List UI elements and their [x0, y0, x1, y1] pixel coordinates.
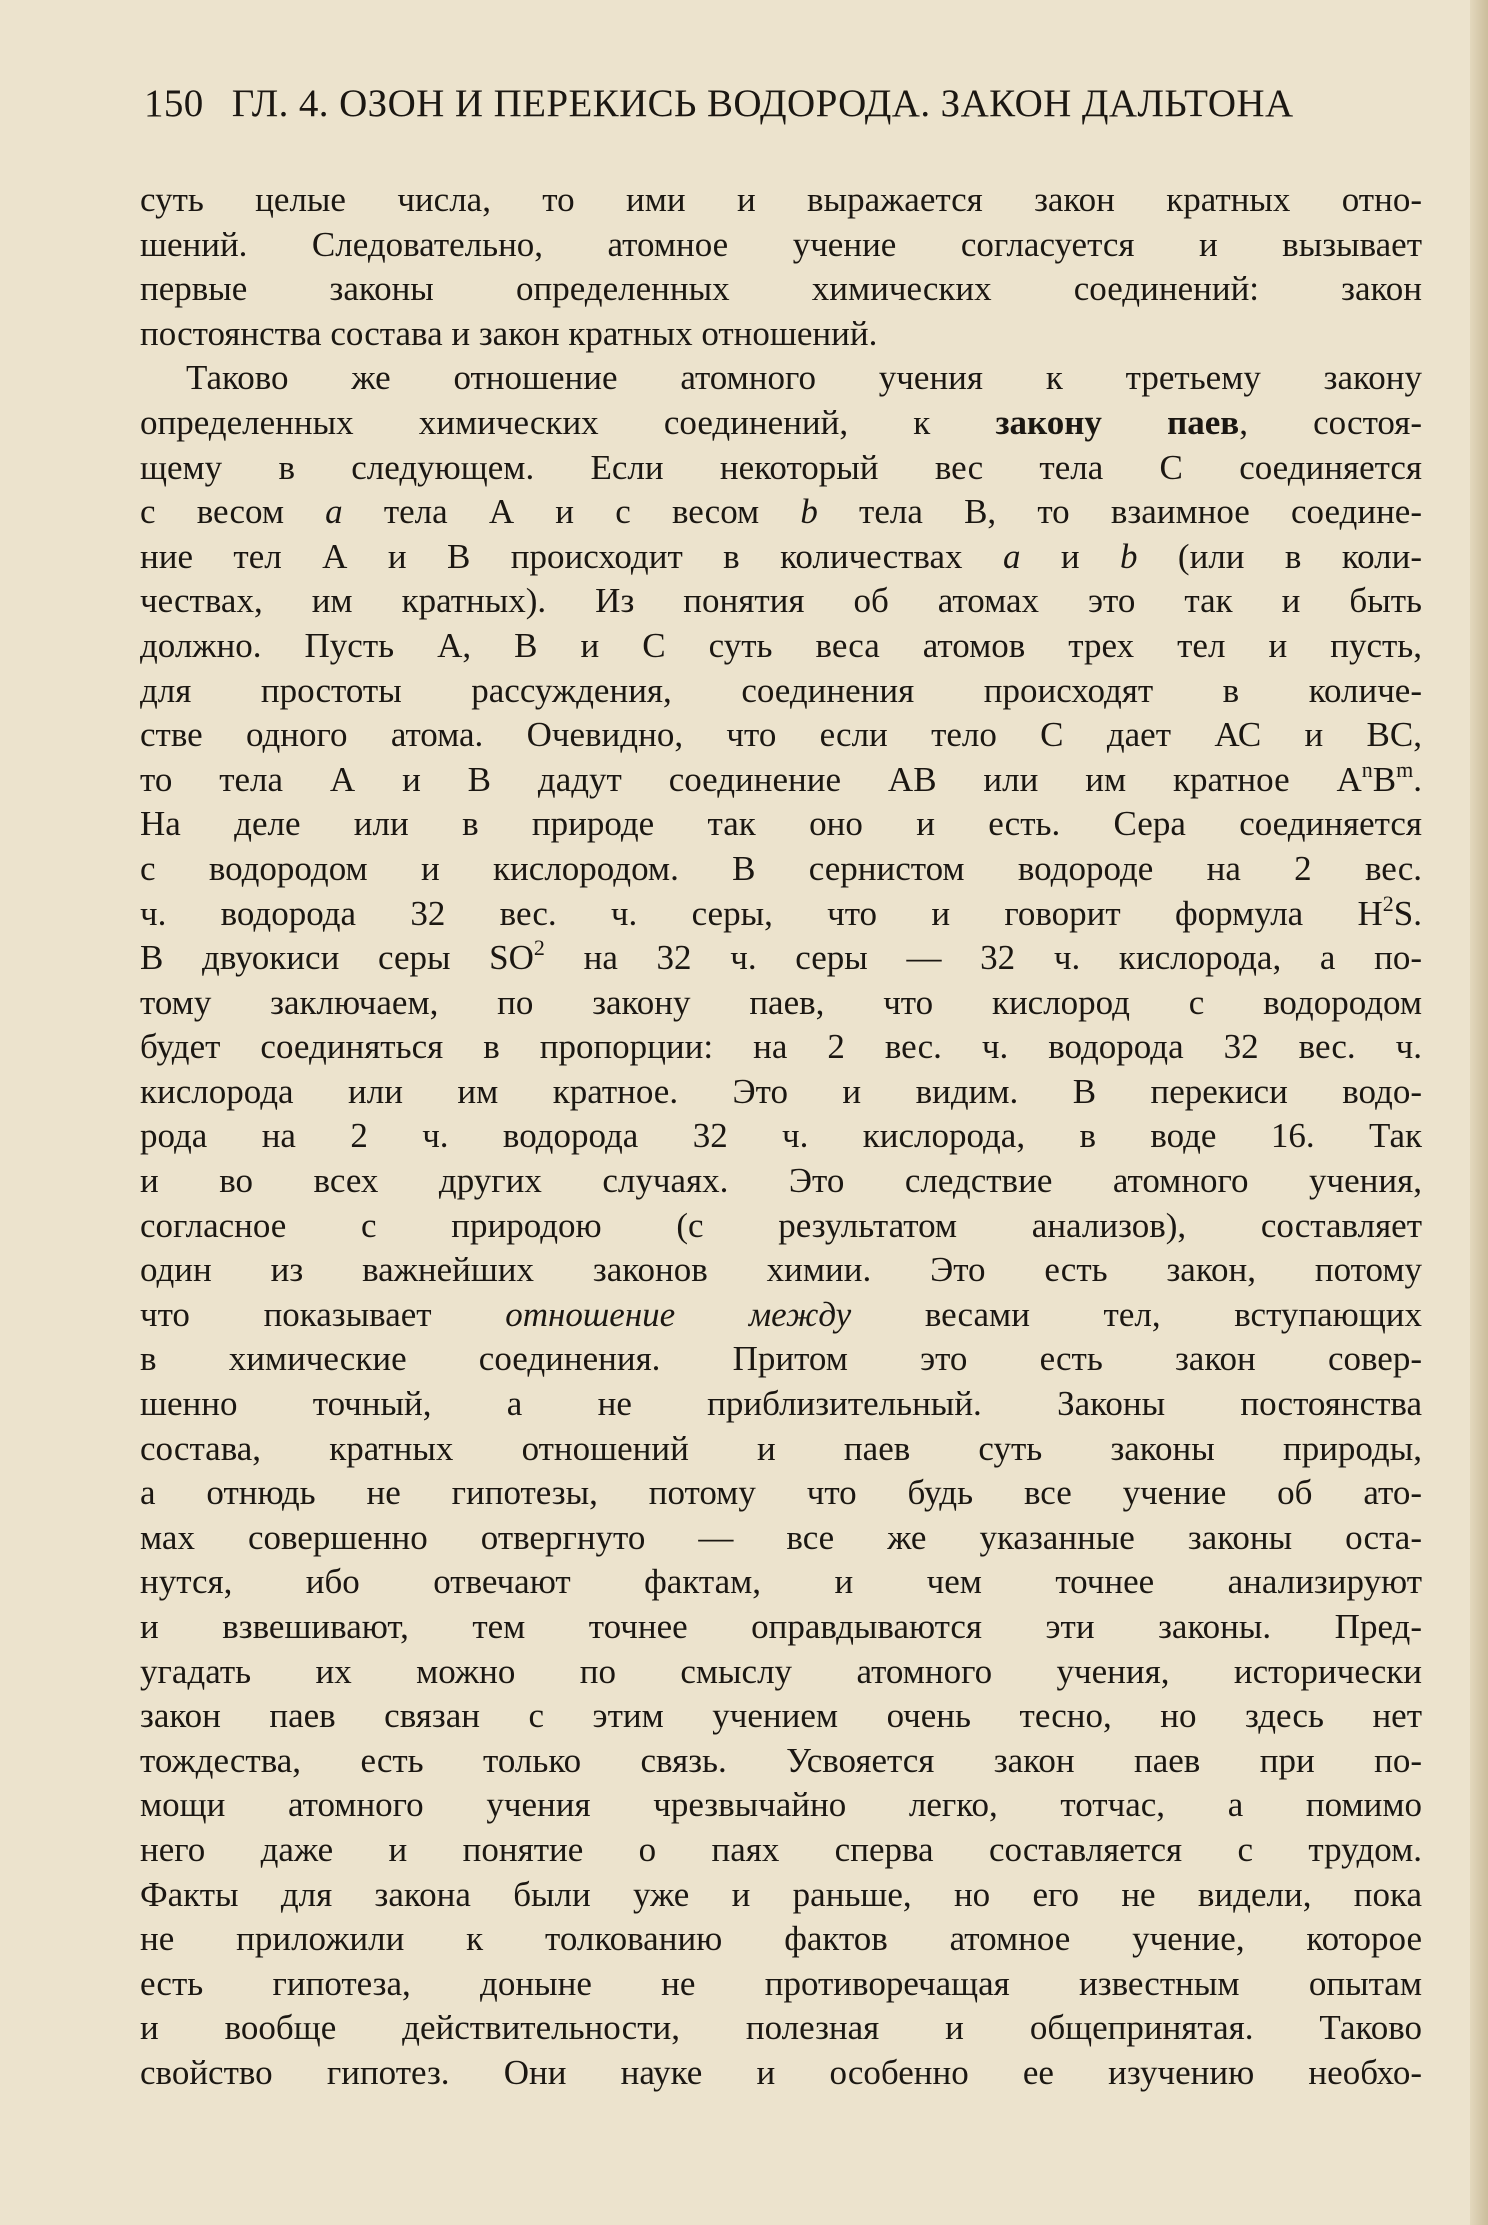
text-segment: и — [1020, 536, 1121, 576]
text-line — [140, 356, 1422, 401]
text-line — [140, 1605, 1422, 1650]
text-segment: него даже и понятие о паях сперва составляется с трудом. — [140, 1829, 1422, 1869]
text-line — [140, 535, 1422, 580]
text-segment: . — [1413, 759, 1422, 799]
text-segment: и взвешивают, тем точнее оправдываются эти законы. Пред- — [140, 1607, 1422, 1646]
text-segment: На деле или в природе так оно и есть. Сера соединяется — [140, 804, 1422, 844]
text-segment: будет соединяться в пропорции: на 2 вес. ч. водорода 32 вес. ч. — [140, 1027, 1422, 1067]
text-segment: то тела А и В дадут соединение АВ или им кратное А — [140, 759, 1362, 799]
text-line — [140, 758, 1422, 803]
text-line — [140, 1828, 1422, 1873]
text-segment: должно. Пусть А, В и С суть веса атомов трех тел и пусть, — [140, 625, 1422, 665]
text-line — [140, 847, 1422, 892]
text-line — [140, 1159, 1422, 1204]
text-segment: стве одного атома. Очевидно, что если тело С дает АС и ВС, — [140, 715, 1422, 755]
text-segment: с весом — [140, 492, 326, 532]
text-line — [140, 1025, 1422, 1070]
text-line — [140, 1962, 1422, 2007]
text-segment: В двуокиси серы SO — [140, 938, 534, 978]
text-segment: S. — [1393, 893, 1422, 933]
text-line — [140, 1337, 1422, 1382]
text-line — [140, 178, 1422, 223]
text-line — [140, 312, 1422, 357]
text-segment: для простоты рассуждения, соединения происходят в количе- — [140, 670, 1422, 710]
page-edge — [1470, 0, 1488, 2225]
text-segment: есть гипотеза, доныне не противоречащая известным опытам — [140, 1963, 1422, 2003]
running-head — [144, 80, 1374, 128]
text-line — [140, 579, 1422, 624]
text-line — [140, 1650, 1422, 1695]
italic-term: b — [1120, 536, 1138, 576]
italic-term: a — [325, 492, 343, 532]
text-line — [140, 624, 1422, 669]
text-segment: закон паев связан с этим учением очень тесно, но здесь нет — [140, 1696, 1422, 1736]
text-line — [140, 401, 1422, 446]
text-line — [140, 1382, 1422, 1427]
text-segment: в химические соединения. Притом это есть закон совер- — [140, 1339, 1422, 1379]
text-segment: согласное с природою (с результатом анализов), составляет — [140, 1205, 1422, 1245]
text-segment: угадать их можно по смыслу атомного учения, исторически — [140, 1651, 1422, 1691]
body-text — [140, 178, 1422, 2096]
text-segment: а отнюдь не гипотезы, потому что будь все учение об ато- — [140, 1473, 1422, 1513]
text-segment: нутся, ибо отвечают фактам, и чем точнее анализируют — [140, 1562, 1422, 1602]
text-segment: В — [1372, 759, 1397, 799]
text-segment: чествах, им кратных). Из понятия об атомах это так и быть — [140, 581, 1422, 621]
text-segment: мах совершенно отвергнуто — все же указанные законы оста- — [140, 1517, 1422, 1557]
text-line — [140, 1471, 1422, 1516]
page-number: 150 — [144, 82, 204, 125]
text-segment: с водородом и кислородом. В сернистом водороде на 2 вес. — [140, 848, 1422, 888]
text-line — [140, 267, 1422, 312]
text-line — [140, 1694, 1422, 1739]
text-line — [140, 1114, 1422, 1159]
text-line — [140, 446, 1422, 491]
text-segment: (или в коли- — [1137, 536, 1422, 576]
text-segment: что показывает — [140, 1294, 506, 1334]
text-segment: шений. Следовательно, атомное учение согласуется и вызывает — [140, 224, 1422, 264]
text-segment: свойство гипотез. Они науке и особенно ее изучению необхо- — [140, 2052, 1422, 2092]
text-segment: Таково же отношение атомного учения к третьему закону — [186, 358, 1422, 398]
text-segment: первые законы определенных химических соединений: закон — [140, 269, 1422, 309]
text-segment: и вообще действительности, полезная и общепринятая. Таково — [140, 2008, 1422, 2048]
text-segment: определенных химических соединений, к — [140, 402, 996, 442]
text-line — [140, 1070, 1422, 1115]
text-line — [140, 1873, 1422, 1918]
italic-term: a — [1002, 536, 1021, 576]
text-line — [140, 1427, 1422, 1472]
text-line — [140, 1560, 1422, 1605]
text-line — [140, 802, 1422, 847]
text-segment: один из важнейших законов химии. Это есть закон, потому — [140, 1250, 1422, 1290]
text-segment: весами тел, вступающих — [851, 1294, 1423, 1334]
text-segment: , состоя- — [1239, 402, 1422, 442]
text-segment: ние тел А и В происходит в количествах — [140, 536, 1003, 576]
text-segment: тому заключаем, по закону паев, что кислород с водородом — [140, 982, 1422, 1022]
text-segment: постоянства состава и закон кратных отношений. — [140, 313, 878, 353]
text-segment: Факты для закона были уже и раньше, но его не видели, пока — [140, 1874, 1422, 1914]
text-line — [140, 2006, 1422, 2051]
text-segment: на 32 ч. серы — 32 ч. кислорода, а по- — [544, 938, 1422, 978]
italic-term: отношение между — [505, 1294, 852, 1334]
text-segment: рода на 2 ч. водорода 32 ч. кислорода, в воде 16. Так — [140, 1116, 1422, 1156]
text-segment: щему в следующем. Если некоторый вес тела С соединяется — [140, 447, 1422, 487]
text-line — [140, 1293, 1422, 1338]
text-segment: тела В, то взаимное соедине- — [817, 492, 1422, 532]
superscript: 2 — [1382, 890, 1394, 916]
text-line — [140, 713, 1422, 758]
text-line — [140, 1516, 1422, 1561]
text-line — [140, 1783, 1422, 1828]
text-segment: шенно точный, а не приблизительный. Законы постоянства — [140, 1384, 1422, 1424]
text-line — [140, 490, 1422, 535]
text-segment: ч. водорода 32 вес. ч. серы, что и говорит формула H — [140, 893, 1383, 933]
text-line — [140, 1917, 1422, 1962]
text-segment: кислорода или им кратное. Это и видим. В перекиси водо- — [140, 1071, 1422, 1111]
text-segment: не приложили к толкованию фактов атомное учение, которое — [140, 1919, 1422, 1959]
text-segment: и во всех других случаях. Это следствие атомного учения, — [140, 1161, 1422, 1201]
text-line — [140, 2051, 1422, 2096]
text-line — [140, 1204, 1422, 1249]
text-line — [140, 223, 1422, 268]
text-segment: тела А и с весом — [342, 492, 801, 532]
text-segment: состава, кратных отношений и паев суть законы природы, — [140, 1428, 1422, 1468]
text-line — [140, 669, 1422, 714]
chapter-title: ГЛ. 4. ОЗОН И ПЕРЕКИСЬ ВОДОРОДА. ЗАКОН ДАЛЬТОНА — [231, 82, 1294, 125]
superscript: 2 — [533, 935, 545, 961]
text-line — [140, 1248, 1422, 1293]
text-segment: тождества, есть только связь. Усвояется закон паев при по- — [140, 1740, 1422, 1780]
italic-term: b — [800, 492, 818, 532]
superscript: n — [1361, 756, 1373, 782]
text-segment: мощи атомного учения чрезвычайно легко, тотчас, а помимо — [140, 1785, 1422, 1825]
bold-term: закону паев — [995, 402, 1240, 442]
text-line — [140, 981, 1422, 1026]
text-segment: суть целые числа, то ими и выражается закон кратных отно- — [140, 180, 1422, 219]
text-line — [140, 892, 1422, 937]
superscript: m — [1396, 756, 1414, 782]
text-line — [140, 936, 1422, 981]
text-line — [140, 1739, 1422, 1784]
